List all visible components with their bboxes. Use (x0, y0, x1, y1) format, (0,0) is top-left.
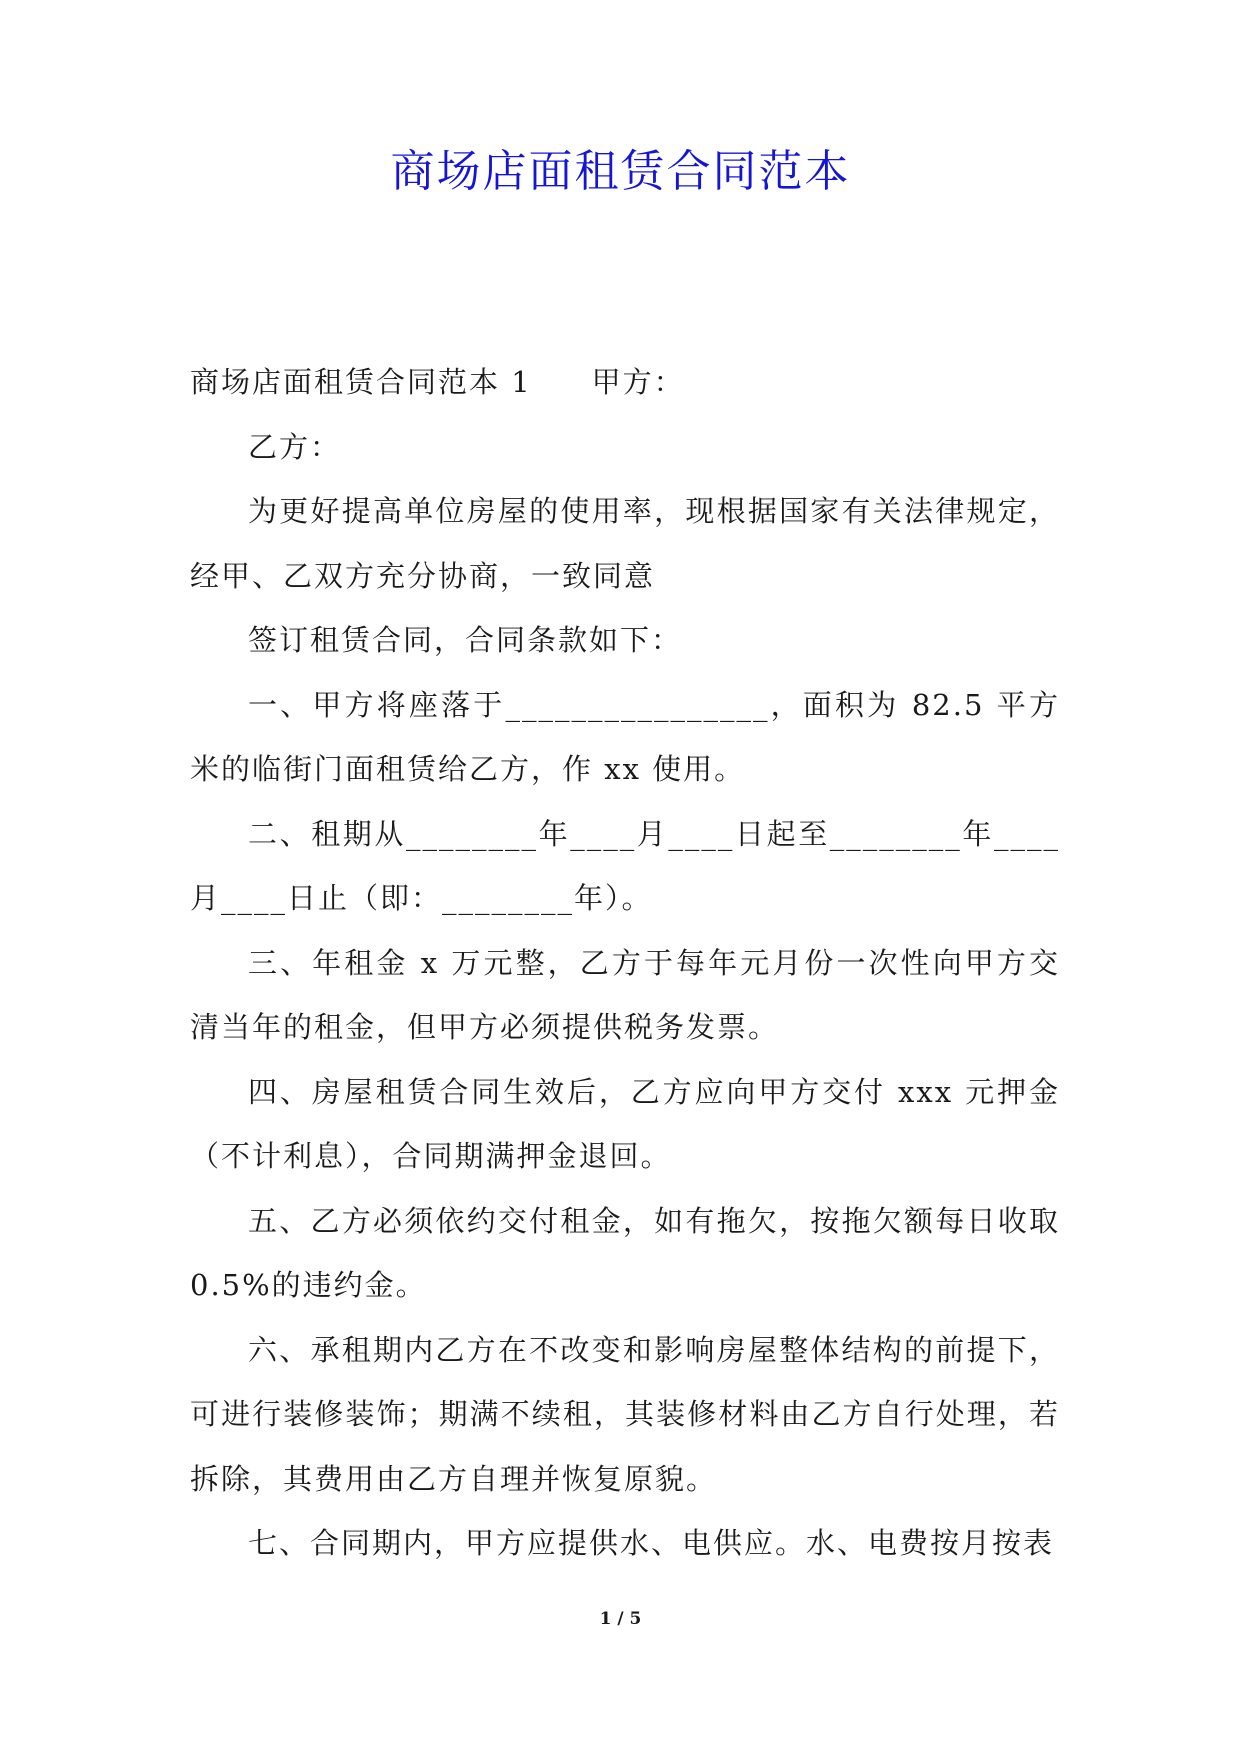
clause-5-paragraph: 五、乙方必须依约交付租金，如有拖欠，按拖欠额每日收取 0.5%的违约金。 (190, 1203, 1060, 1302)
contract-subtitle: 商场店面租赁合同范本 1 (190, 365, 532, 399)
clause-6-paragraph: 六、承租期内乙方在不改变和影响房屋整体结构的前提下，可进行装修装饰；期满不续租，其装修材料由乙方自行处理，若拆除，其费用由乙方自理并恢复原貌。 (190, 1332, 1060, 1496)
terms-intro-paragraph: 签订租赁合同，合同条款如下： (248, 623, 683, 657)
page-number: 1 / 5 (599, 1609, 642, 1629)
document-title: 商场店面租赁合同范本 (390, 146, 851, 197)
clause-3-paragraph: 三、年租金 x 万元整，乙方于每年元月份一次性向甲方交清当年的租金，但甲方必须提供税务发票。 (190, 945, 1060, 1044)
clause-7-paragraph: 七、合同期内，甲方应提供水、电供应。水、电费按月按表 (248, 1526, 1055, 1560)
clause-2-paragraph: 二、租期从________年____月____日起至________年____月____日止（即：________年）。 (190, 816, 1060, 915)
contract-heading-line (190, 350, 1060, 415)
preamble-paragraph: 为更好提高单位房屋的使用率，现根据国家有关法律规定，经甲、乙双方充分协商，一致同意 (190, 494, 1060, 593)
party-b-paragraph: 乙方： (248, 429, 342, 464)
document-body (190, 350, 1060, 1576)
clause-4-paragraph: 四、房屋租赁合同生效后，乙方应向甲方交付 xxx 元押金（不计利息），合同期满押金退回。 (190, 1074, 1060, 1173)
clause-1-paragraph: 一、甲方将座落于________________，面积为 82.5 平方米的临街门面租赁给乙方，作 xx 使用。 (190, 687, 1060, 786)
party-a-label: 甲方： (591, 365, 685, 399)
